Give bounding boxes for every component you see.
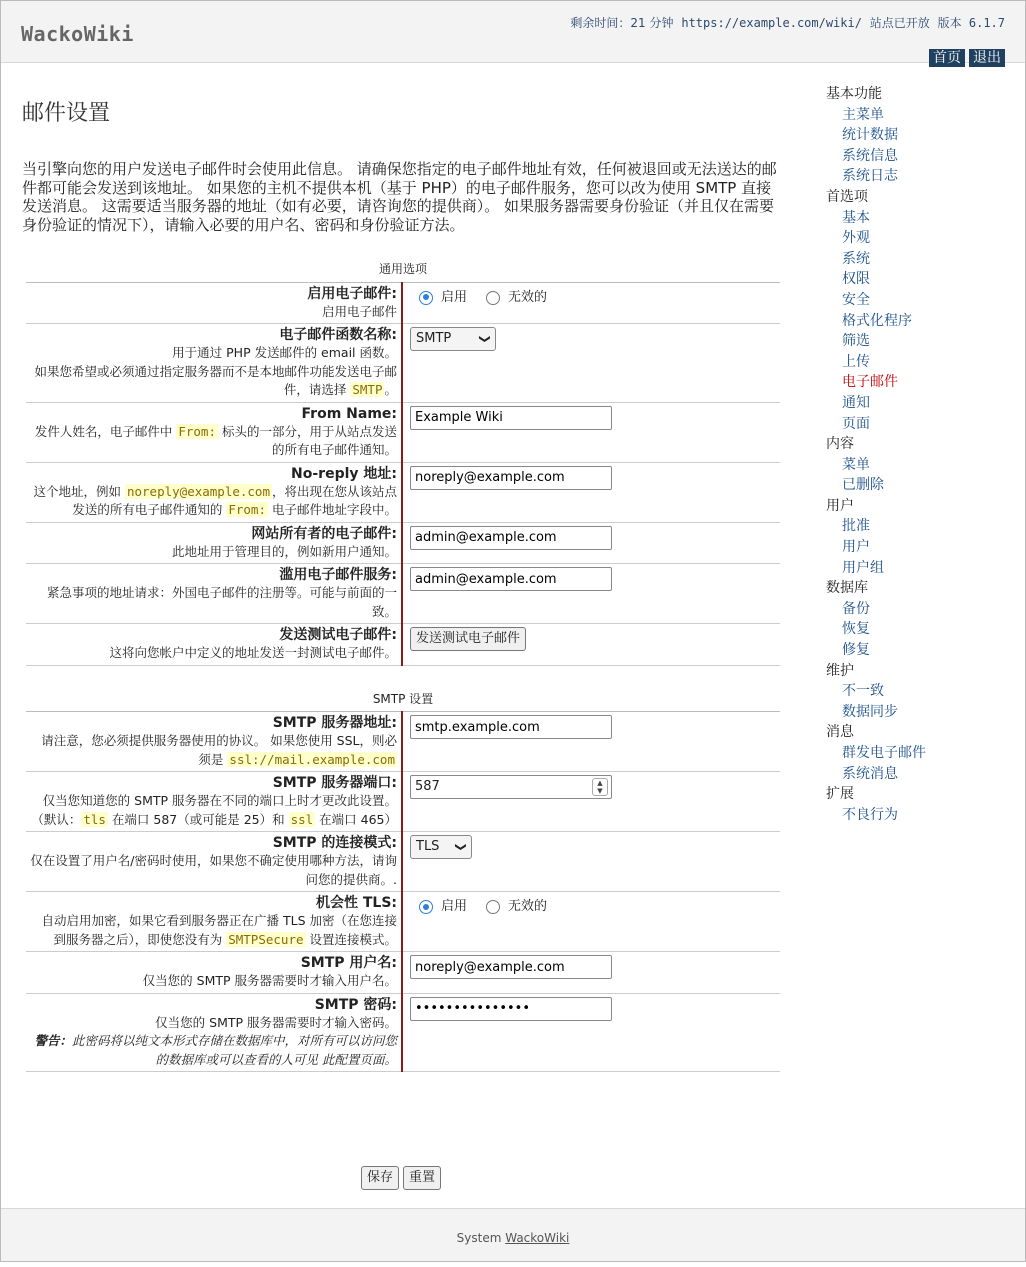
sidebar-item-approve[interactable]: 批准	[842, 518, 870, 535]
tls-on-radio[interactable]	[419, 900, 433, 914]
sidebar-item-notifications[interactable]: 通知	[842, 394, 870, 411]
page-title: 邮件设置	[22, 101, 111, 126]
sidebar-group-extensions: 扩展	[826, 786, 854, 803]
sidebar-item-users[interactable]: 用户	[842, 539, 870, 556]
from-name-desc: 发件人姓名，电子邮件中	[34, 423, 173, 439]
smtp-username-label: SMTP 用户名:	[300, 955, 397, 971]
tls-desc2: 设置连接模式。	[309, 931, 397, 947]
sidebar-item-repair[interactable]: 修复	[842, 642, 870, 659]
footer-prefix: System	[456, 1231, 502, 1245]
warning-label: 警告：	[34, 1033, 72, 1048]
sidebar-item-system-info[interactable]: 系统信息	[842, 147, 898, 164]
logout-button[interactable]: 退出	[969, 49, 1005, 67]
email-function-label: 电子邮件函数名称:	[279, 327, 397, 343]
site-status: 站点已开放	[869, 16, 930, 30]
password-warning	[34, 1033, 397, 1067]
sidebar-item-inconsistency[interactable]: 不一致	[842, 683, 884, 700]
smtp-host-label: SMTP 服务器地址:	[272, 715, 397, 731]
email-function-select[interactable]	[410, 327, 496, 351]
sidebar-item-deleted[interactable]: 已删除	[842, 477, 884, 494]
row-smtp-host	[26, 712, 780, 772]
smtp-host-input[interactable]	[410, 715, 612, 739]
row-smtp-mode	[26, 832, 780, 892]
warning-text: 此密码将以纯文本形式存储在数据库中，对所有可以访问您的数据库或可以查看的人可见 此配置页面。	[71, 1033, 397, 1067]
abuse-email-label: 滥用电子邮件服务:	[279, 567, 397, 583]
sidebar-group-content: 内容	[826, 436, 854, 453]
abuse-email-desc: 紧急事项的地址请求：外国电子邮件的注册等。可能与前面的一致。	[46, 585, 397, 619]
sidebar-item-statistics[interactable]: 统计数据	[842, 127, 898, 144]
tls-desc: 自动启用加密，如果它看到服务器正在广播 TLS 加密（在您连接到服务器之后），即使您没有为	[41, 913, 397, 947]
site-url[interactable]: https://example.com/wiki/	[681, 16, 862, 30]
from-name-label: From Name:	[301, 405, 397, 422]
code-smtp: SMTP	[352, 382, 383, 397]
enable-email-on-radio[interactable]	[419, 291, 433, 305]
smtp-mode-select[interactable]	[410, 835, 472, 859]
row-opportunistic-tls	[26, 892, 780, 952]
tls-on-label[interactable]: 启用	[441, 899, 468, 914]
reset-button[interactable]: 重置	[403, 1166, 441, 1190]
smtp-password-input[interactable]	[410, 997, 612, 1021]
smtp-password-desc: 仅当您的 SMTP 服务器需要时才输入密码。	[155, 1014, 397, 1030]
smtp-port-value: 587	[415, 779, 440, 794]
footer	[1, 1208, 1025, 1261]
smtp-host-desc: 请注意，您必须提供服务器使用的协议。 如果您使用 SSL，则必须是	[41, 733, 397, 767]
chevron-down-icon: ❯	[478, 334, 492, 344]
email-function-desc3: 。	[384, 382, 397, 397]
row-owner-email	[26, 522, 780, 564]
from-name-input[interactable]	[410, 406, 612, 430]
sidebar-item-menu[interactable]: 菜单	[842, 456, 870, 473]
row-smtp-username	[26, 952, 780, 994]
status-bar	[566, 14, 1005, 31]
chevron-down-icon: ❯	[454, 842, 468, 852]
save-button[interactable]: 保存	[361, 1166, 399, 1190]
sidebar-item-main-menu[interactable]: 主菜单	[842, 106, 884, 123]
code-ssl: ssl	[290, 811, 314, 827]
session-time: 剩余时间：21 分钟	[570, 16, 674, 30]
sidebar-item-system[interactable]: 系统	[842, 250, 870, 267]
code-noreply: noreply@example.com	[126, 483, 270, 499]
general-options-table	[26, 260, 780, 666]
top-buttons	[929, 49, 1005, 67]
smtp-port-label: SMTP 服务器端口:	[272, 775, 397, 791]
tls-label: 机会性 TLS:	[315, 895, 397, 911]
sidebar-item-system-log[interactable]: 系统日志	[842, 168, 898, 185]
test-email-desc: 这将向您帐户中定义的地址发送一封测试电子邮件。	[109, 645, 397, 660]
smtp-mode-value: TLS	[416, 839, 440, 854]
smtp-port-desc: 仅当您知道您的 SMTP 服务器在不同的端口上时才更改此设置。	[42, 793, 397, 808]
spinner-arrows-icon[interactable]: ▲ ▼	[592, 778, 608, 796]
smtp-username-desc: 仅当您的 SMTP 服务器需要时才输入用户名。	[142, 973, 397, 988]
noreply-desc2: ，将出现在您从该站点发送的所有电子邮件通知的	[72, 483, 397, 517]
smtp-mode-desc: 仅在设置了用户名/密码时使用，如果您不确定使用哪种方法，请询问您的提供商。.	[30, 853, 397, 887]
code-from: From:	[178, 423, 216, 439]
smtp-username-input[interactable]	[410, 955, 612, 979]
enable-email-label: 启用电子邮件:	[307, 285, 397, 302]
admin-sidebar	[826, 84, 1016, 825]
row-email-function	[26, 324, 780, 403]
sidebar-item-upload[interactable]: 上传	[842, 353, 870, 370]
form-actions	[361, 1166, 441, 1190]
tls-off-label[interactable]: 无效的	[508, 899, 548, 914]
sidebar-item-pages[interactable]: 页面	[842, 415, 870, 432]
sidebar-item-formatter[interactable]: 格式化程序	[842, 312, 912, 329]
noreply-label: No-reply 地址:	[291, 465, 397, 482]
enable-email-desc: 启用电子邮件	[321, 303, 397, 319]
enable-email-on-label[interactable]: 启用	[441, 289, 468, 305]
sidebar-item-data-sync[interactable]: 数据同步	[842, 703, 898, 720]
owner-email-input[interactable]	[410, 526, 612, 550]
row-noreply	[26, 462, 780, 522]
sidebar-group-users: 用户	[826, 497, 854, 514]
row-abuse-email	[26, 564, 780, 624]
send-test-email-button[interactable]: 发送测试电子邮件	[410, 627, 526, 651]
email-function-desc2: 如果您希望或必须通过指定服务器而不是本地邮件功能发送电子邮件，请选择	[34, 363, 397, 397]
sidebar-item-system-message[interactable]: 系统消息	[842, 765, 898, 782]
sidebar-item-mass-email[interactable]: 群发电子邮件	[842, 745, 926, 761]
noreply-input[interactable]	[410, 466, 612, 490]
main-content	[22, 96, 788, 1072]
enable-email-off-label[interactable]: 无效的	[508, 289, 548, 305]
email-function-desc: 用于通过 PHP 发送邮件的 email 函数。	[172, 345, 397, 360]
intro-text: 当引擎向您的用户发送电子邮件时会使用此信息。 请确保您指定的电子邮件地址有效，任何被退回或无法送达的邮件都可能会发送到该地址。 如果您的主机不提供本机（基于 PHP）的电子邮件服务，您可以改为使用 SMTP 直接发送消息。 这需要适当服务器的地址（如有必要，请咨询您的提供商）。 如果服务器需要身份验证（并且仅在需要身份验证的情况下），请输入必要的用户名、密码和身份验证方法。	[22, 160, 777, 234]
sidebar-group-maintenance: 维护	[826, 662, 854, 679]
sidebar-item-security[interactable]: 安全	[842, 291, 870, 308]
enable-email-off-radio[interactable]	[486, 291, 500, 305]
sidebar-group-messages: 消息	[826, 724, 854, 741]
sidebar-item-permissions[interactable]: 权限	[842, 271, 870, 288]
version-label: 版本 6.1.7	[937, 16, 1005, 30]
sidebar-item-appearance[interactable]: 外观	[842, 230, 870, 247]
smtp-port-desc2: （默认：	[31, 811, 82, 827]
tls-off-radio[interactable]	[486, 900, 500, 914]
sidebar-item-groups[interactable]: 用户组	[842, 559, 884, 576]
from-name-desc2: 标头的一部分，用于从站点发送的所有电子邮件通知。	[221, 423, 397, 457]
abuse-email-input[interactable]	[410, 567, 612, 591]
smtp-port-desc4: 在端口 465）	[319, 811, 397, 827]
smtp-heading: SMTP 设置	[26, 690, 780, 712]
noreply-desc: 这个地址，例如	[33, 483, 121, 499]
row-test-email	[26, 624, 780, 666]
sidebar-item-restore[interactable]: 恢复	[842, 621, 870, 638]
email-function-value: SMTP	[416, 331, 452, 346]
smtp-port-desc3: 在端口 587（或可能是 25）和	[111, 811, 285, 827]
header	[1, 1, 1025, 66]
sidebar-item-bad-behavior[interactable]: 不良行为	[842, 806, 898, 823]
test-email-label: 发送测试电子邮件:	[279, 627, 397, 643]
smtp-password-label: SMTP 密码:	[314, 996, 397, 1013]
sidebar-item-email[interactable]: 电子邮件	[842, 374, 898, 391]
code-from-2: From:	[228, 502, 266, 517]
smtp-mode-label: SMTP 的连接模式:	[272, 835, 397, 851]
sidebar-group-preferences: 首选项	[826, 188, 868, 205]
code-tls: tls	[83, 811, 106, 827]
row-enable-email	[26, 282, 780, 324]
code-smtpsecure: SMTPSecure	[228, 931, 304, 947]
noreply-desc3: 电子邮件地址字段中。	[271, 502, 397, 517]
row-smtp-password	[26, 993, 780, 1072]
sidebar-item-basic[interactable]: 基本	[842, 209, 870, 226]
owner-email-desc: 此地址用于管理目的，例如新用户通知。	[171, 543, 397, 559]
site-logo[interactable]: WackoWiki	[21, 22, 134, 46]
row-smtp-port	[26, 772, 780, 832]
code-ssl-url: ssl://mail.example.com	[229, 751, 395, 767]
footer-wackowiki-link[interactable]: WackoWiki	[505, 1231, 570, 1245]
smtp-settings-table	[26, 690, 780, 1073]
sidebar-item-filter[interactable]: 筛选	[842, 333, 870, 350]
owner-email-label: 网站所有者的电子邮件:	[251, 525, 397, 542]
smtp-port-input[interactable]	[410, 775, 612, 799]
sidebar-group-basic: 基本功能	[826, 86, 882, 102]
general-heading: 通用选项	[26, 260, 780, 282]
sidebar-item-backup[interactable]: 备份	[842, 600, 870, 617]
row-from-name	[26, 402, 780, 462]
sidebar-group-database: 数据库	[826, 580, 868, 597]
home-button[interactable]: 首页	[929, 49, 965, 67]
